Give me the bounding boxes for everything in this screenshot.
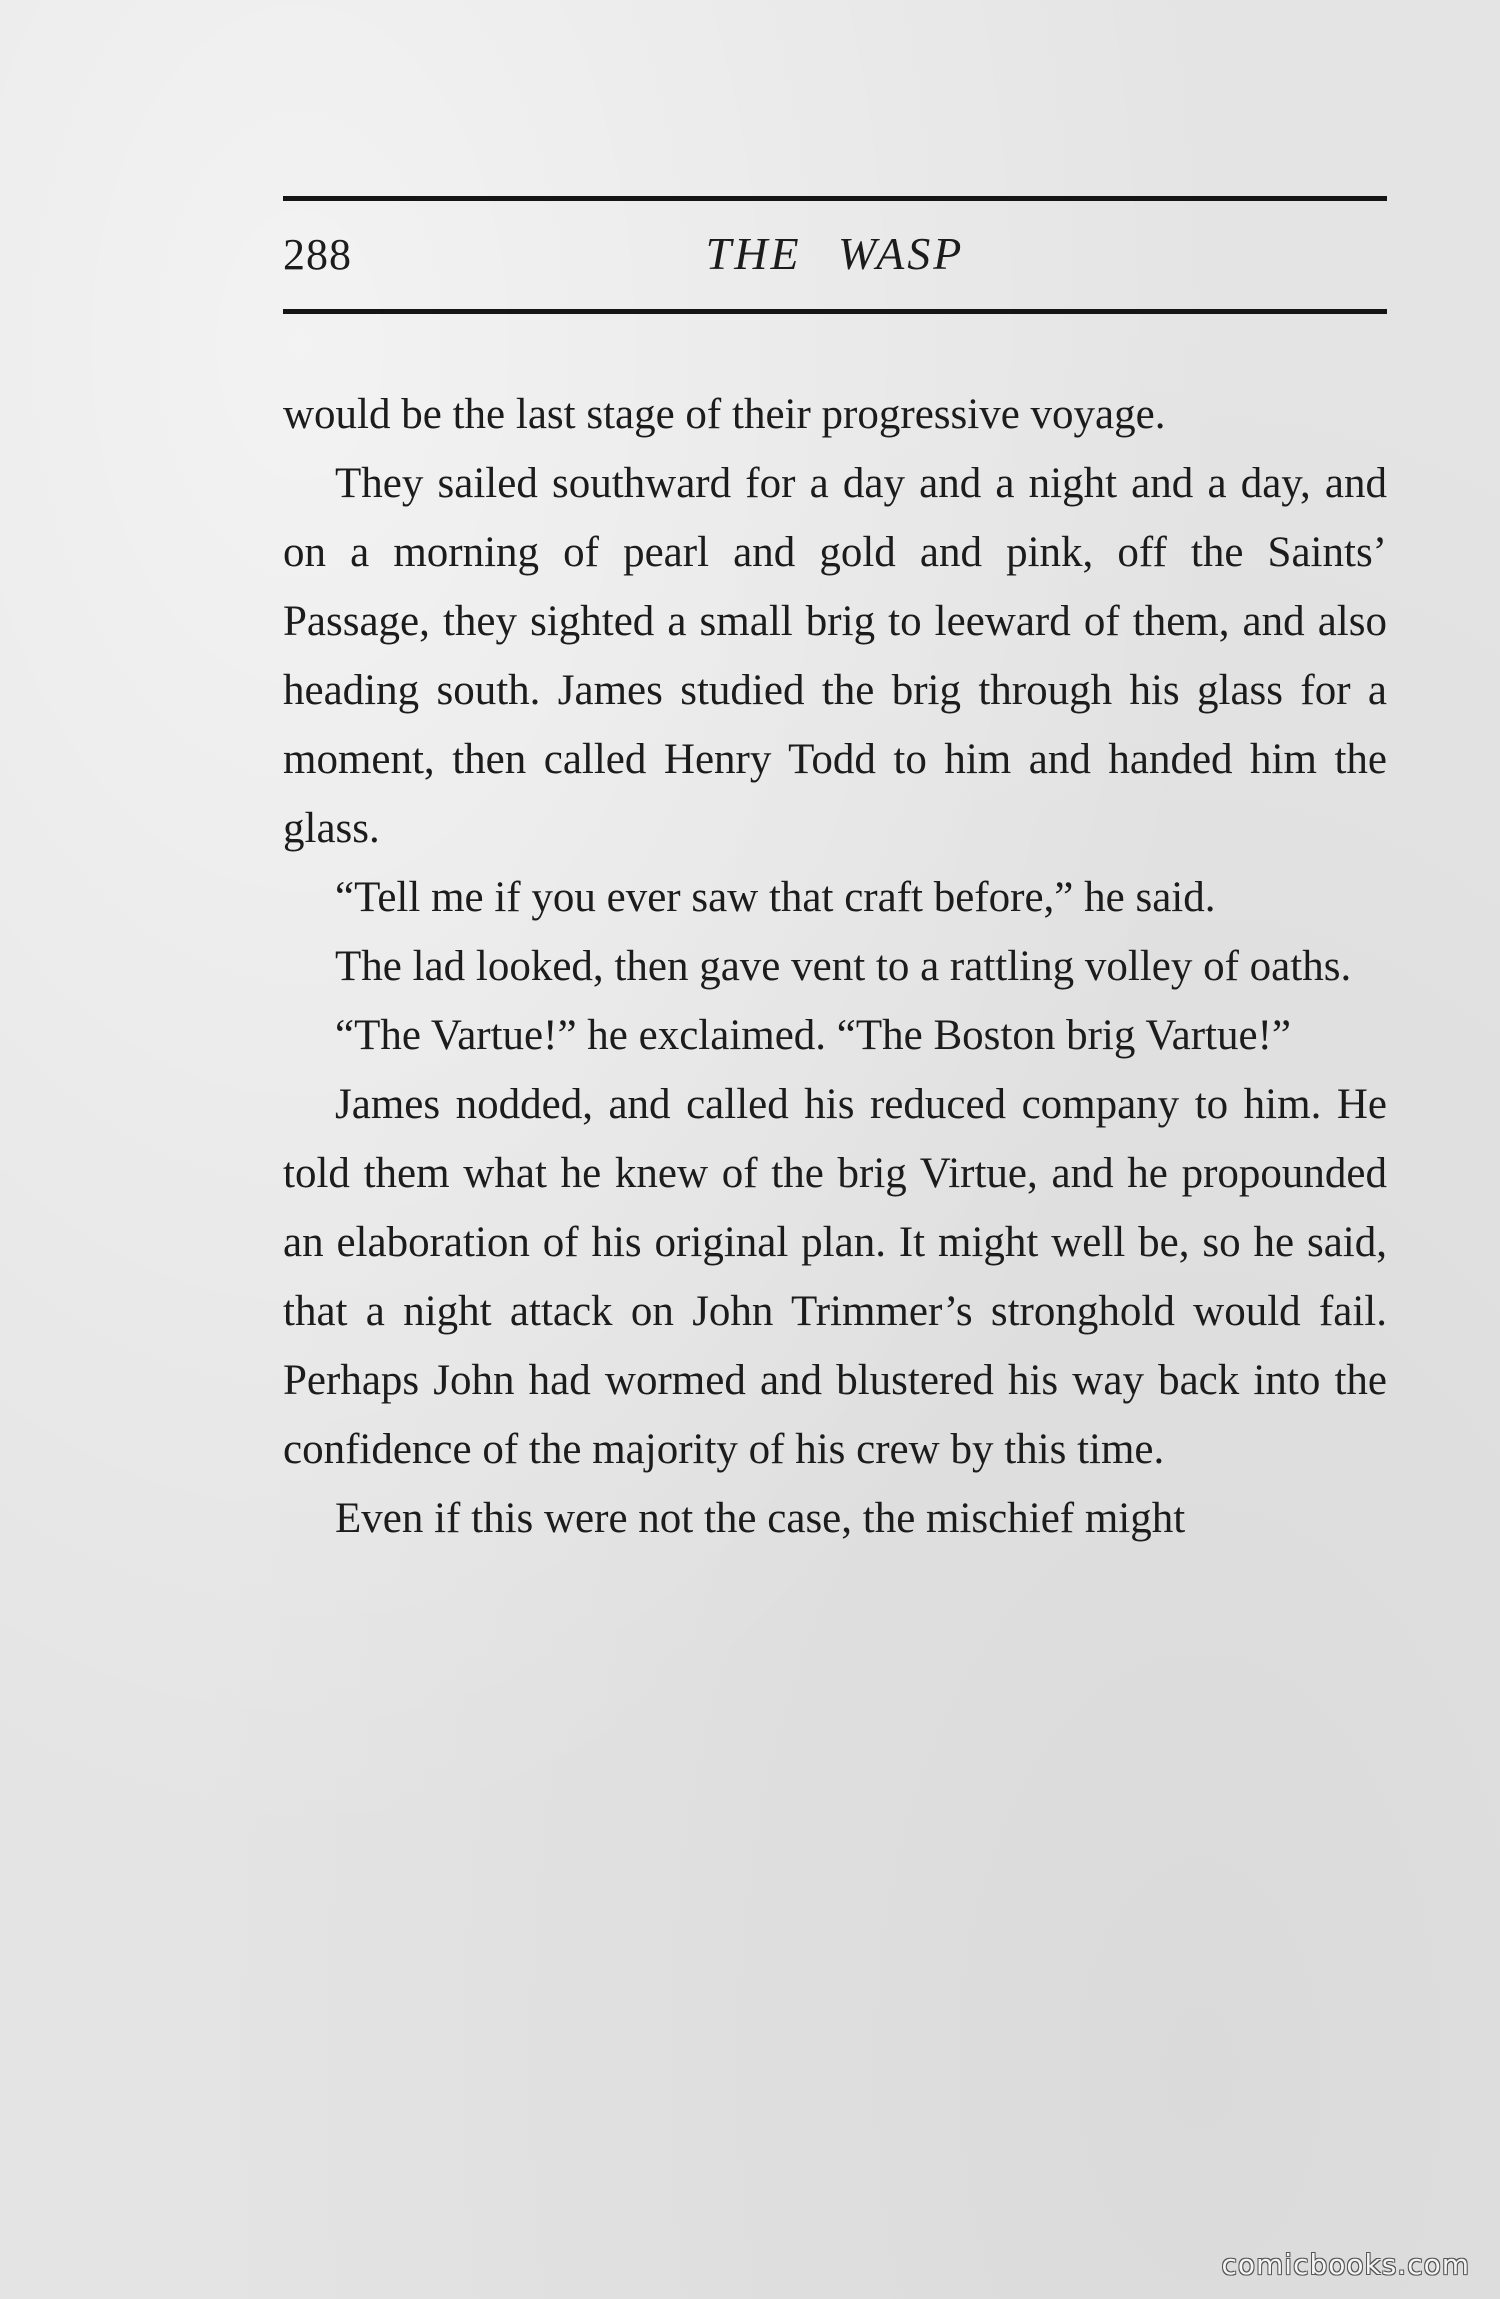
paragraph: would be the last stage of their progressive voyage. <box>283 391 1166 438</box>
paragraph: “Tell me if you ever saw that craft before,” he said. <box>335 874 1216 921</box>
running-head: THE WASP <box>705 228 965 279</box>
page-number: 288 <box>283 230 352 279</box>
body-text <box>283 380 1387 1553</box>
paragraph: They sailed southward for a day and a night and a day, and on a morning of pearl and gold and pink, off the Saints’ Passage, they sighted a small brig to leeward of them, and also heading south. James studied the brig through his glass for a moment, then called Henry Todd to him and handed him the glass. <box>283 460 1387 852</box>
paragraph: “The Vartue!” he exclaimed. “The Boston brig Vartue!” <box>335 1012 1291 1059</box>
paragraph: James nodded, and called his reduced company to him. He told them what he knew of the brig Virtue, and he propounded an elaboration of his original plan. It might well be, so he said, that a night attack on John Trimmer’s stronghold would fail. Perhaps John had wormed and blustered his way back into the confidence of the majority of his crew by this time. <box>283 1081 1387 1473</box>
watermark: comicbooks.com <box>1221 2248 1470 2281</box>
paragraph: The lad looked, then gave vent to a rattling volley of oaths. <box>335 943 1352 990</box>
paragraph: Even if this were not the case, the mischief might <box>335 1495 1186 1542</box>
header-rule-top <box>283 196 1387 201</box>
header-rule-bottom <box>283 309 1387 314</box>
